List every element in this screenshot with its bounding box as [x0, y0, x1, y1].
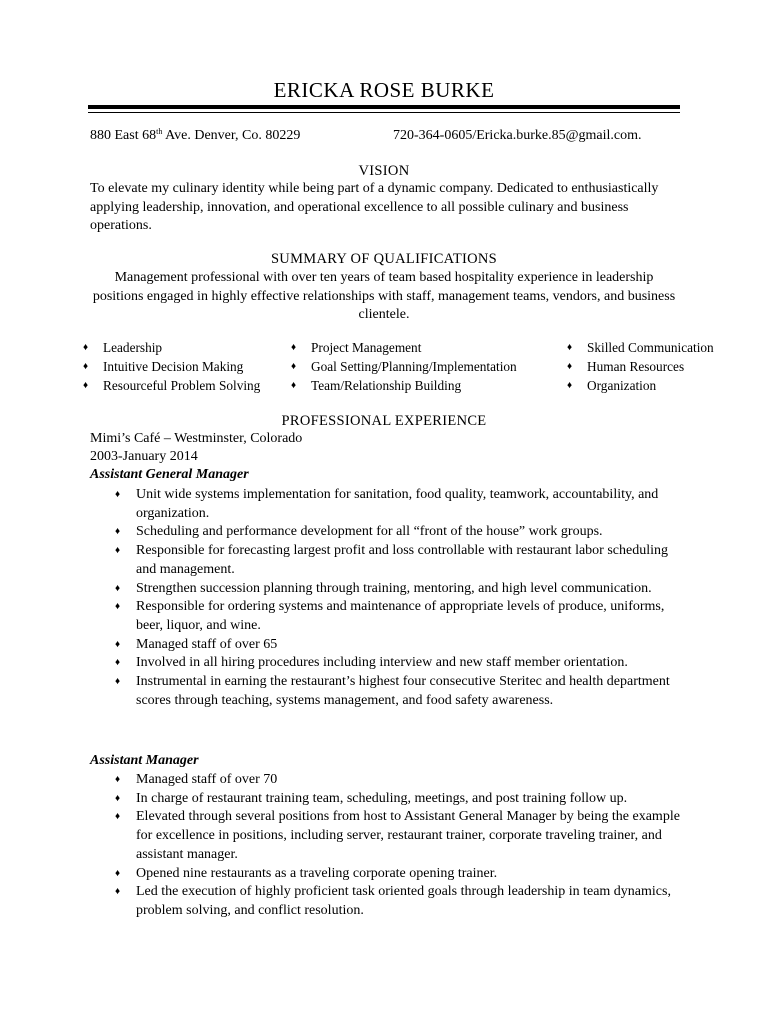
role-title: Assistant Manager [90, 753, 199, 768]
bullet-text: Unit wide systems implementation for sanitation, food quality, teamwork, accountability, and organization. [136, 487, 659, 521]
contact-phone-email: 720-364-0605/Ericka.burke.85@gmail.com. [393, 128, 642, 143]
list-item [115, 790, 685, 809]
list-item [115, 771, 685, 790]
list-item [115, 486, 685, 523]
list-item [115, 654, 685, 673]
role-title: Assistant General Manager [90, 467, 249, 482]
diamond-bullet-icon: ♦ [115, 638, 121, 650]
skill-label: Resourceful Problem Solving [103, 378, 261, 393]
diamond-bullet-icon: ♦ [567, 361, 573, 372]
list-item [115, 542, 685, 579]
bullet-text: Led the execution of highly proficient task oriented goals through leadership in team dynamics, problem solving, and conflict resolution. [136, 884, 671, 918]
resume-name: ERICKA ROSE BURKE [273, 78, 495, 102]
address-street-number: 880 East 68 [90, 128, 157, 143]
diamond-bullet-icon: ♦ [115, 792, 121, 804]
skill-label: Goal Setting/Planning/Implementation [311, 359, 517, 374]
diamond-bullet-icon: ♦ [83, 342, 89, 353]
diamond-bullet-icon: ♦ [567, 380, 573, 391]
header-rule-thick [88, 105, 680, 109]
contact-address [90, 128, 300, 144]
experience-heading: PROFESSIONAL EXPERIENCE [281, 413, 487, 429]
bullet-text: Managed staff of over 65 [136, 636, 278, 652]
employment-dates: 2003-January 2014 [90, 449, 198, 464]
skill-label: Team/Relationship Building [311, 378, 462, 393]
bullet-text: Involved in all hiring procedures including interview and new staff member orientation. [136, 655, 628, 671]
list-item [115, 523, 685, 542]
skill-label: Human Resources [587, 359, 685, 374]
vision-text: To elevate my culinary identity while being part of a dynamic company. Dedicated to enthusiastically applying leadership, innovation, and operational excellence to all possible culinary and business operations. [90, 181, 659, 233]
bullet-text: Elevated through several positions from host to Assistant General Manager by being the example for excellence in positions, including server, restaurant trainer, corporate traveling trainer, and assistant manager. [136, 809, 680, 862]
bullet-text: Strengthen succession planning through training, mentoring, and high level communication. [136, 580, 652, 596]
diamond-bullet-icon: ♦ [115, 582, 121, 594]
diamond-bullet-icon: ♦ [115, 867, 121, 879]
bullet-text: Scheduling and performance development for all “front of the house” work groups. [136, 524, 603, 540]
skill-label: Intuitive Decision Making [103, 359, 244, 374]
diamond-bullet-icon: ♦ [115, 601, 121, 613]
address-ordinal-suffix: th [156, 127, 163, 136]
list-item [115, 598, 685, 635]
diamond-bullet-icon: ♦ [115, 545, 121, 557]
summary-heading: SUMMARY OF QUALIFICATIONS [270, 251, 498, 267]
header-rule-thin [88, 112, 680, 113]
role-bullet-list [115, 486, 685, 710]
vision-heading: VISION [358, 163, 410, 179]
diamond-bullet-icon: ♦ [115, 774, 121, 785]
diamond-bullet-icon: ♦ [115, 657, 121, 669]
bullet-text: Responsible for forecasting largest profit and loss controllable with restaurant labor scheduling and management. [136, 543, 668, 577]
list-item [115, 673, 685, 710]
bullet-text: Instrumental in earning the restaurant’s highest four consecutive Steritec and health department scores through teaching, systems management, and food safety awareness. [136, 674, 670, 708]
bullet-text: Responsible for ordering systems and maintenance of appropriate levels of produce, uniforms, beer, liquor, and wine. [136, 599, 665, 633]
diamond-bullet-icon: ♦ [115, 676, 121, 688]
skill-label: Leadership [103, 340, 163, 355]
skill-label: Skilled Communication [587, 340, 714, 355]
role-bullet-list [115, 771, 685, 921]
diamond-bullet-icon: ♦ [291, 361, 297, 372]
address-rest: Ave. Denver, Co. 80229 [162, 128, 301, 143]
diamond-bullet-icon: ♦ [291, 342, 297, 353]
skill-label: Project Management [311, 340, 422, 355]
diamond-bullet-icon: ♦ [115, 489, 121, 500]
diamond-bullet-icon: ♦ [567, 342, 573, 353]
list-item [115, 580, 685, 599]
summary-text: Management professional with over ten years of team based hospitality experience in leadership positions engaged in highly effective relationships with staff, management teams, vendors, and business clientele. [92, 270, 676, 322]
skill-label: Organization [587, 378, 657, 393]
list-item [115, 636, 685, 655]
diamond-bullet-icon: ♦ [291, 380, 297, 391]
diamond-bullet-icon: ♦ [83, 380, 89, 391]
employer-name: Mimi’s Café – Westminster, Colorado [90, 431, 303, 446]
list-item [115, 865, 685, 884]
list-item [115, 883, 685, 920]
bullet-text: Managed staff of over 70 [136, 772, 278, 787]
bullet-text: In charge of restaurant training team, scheduling, meetings, and post training follow up. [136, 790, 628, 806]
diamond-bullet-icon: ♦ [115, 526, 121, 538]
diamond-bullet-icon: ♦ [115, 811, 121, 823]
bullet-text: Opened nine restaurants as a traveling corporate opening trainer. [136, 865, 498, 881]
diamond-bullet-icon: ♦ [83, 361, 89, 372]
list-item [115, 808, 685, 864]
diamond-bullet-icon: ♦ [115, 886, 121, 898]
